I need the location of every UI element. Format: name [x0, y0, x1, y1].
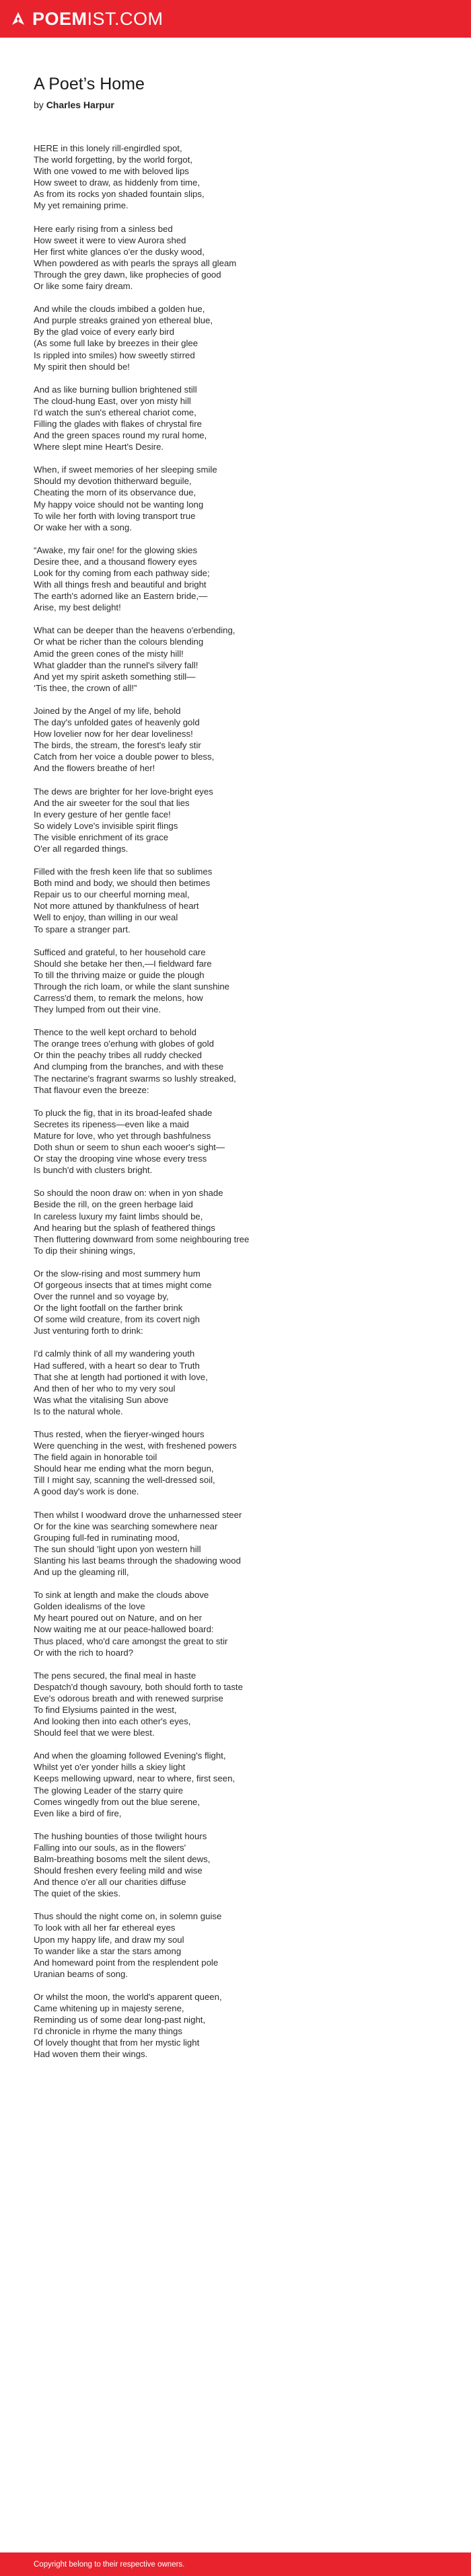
poem-line: And as like burning bullion brightened still — [34, 384, 197, 395]
poem-line: HERE in this lonely rill-engirdled spot, — [34, 143, 182, 153]
poem-line: Both mind and body, we should then betimes — [34, 878, 211, 889]
byline — [34, 99, 417, 110]
poem-line: As from its rocks yon shaded fountain slips, — [34, 189, 205, 200]
poem-line: The field again in honorable toil — [34, 1452, 157, 1463]
poem-line: Repair us to our cheerful morning meal, — [34, 889, 190, 900]
poem-line: Is bunch'd with clusters bright. — [34, 1165, 153, 1176]
poem-line: What gladder than the runnel's silvery fall! — [34, 659, 198, 670]
pen-nib-icon — [9, 10, 27, 28]
poem-line: Here early rising from a sinless bed — [34, 223, 173, 234]
poem-line: And up the gleaming rill, — [34, 1567, 129, 1578]
poem-line: Joined by the Angel of my life, behold — [34, 705, 181, 716]
poem-line: When powdered as with pearls the sprays all gleam — [34, 257, 237, 268]
poem-line: They lumped from out their vine. — [34, 1004, 161, 1015]
poem-line: And the flowers breathe of her! — [34, 763, 155, 774]
poem-line: ‘Tis thee, the crown of all!” — [34, 682, 137, 693]
poem-line: Despatch'd though savoury, both should forth to taste — [34, 1681, 243, 1692]
poem-line: Of gorgeous insects that at times might come — [34, 1279, 212, 1290]
copyright-text: Copyright belong to their respective owners. — [34, 2560, 185, 2569]
poem-line: And the air sweeter for the soul that lies — [34, 797, 190, 808]
poem-line: The visible enrichment of its grace — [34, 832, 169, 842]
poem-line: Is to the natural whole. — [34, 1406, 123, 1416]
stanza — [34, 947, 417, 1016]
poem-line: Had woven them their wings. — [34, 2049, 148, 2060]
poem-line: The dews are brighter for her love-bright eyes — [34, 786, 213, 797]
stanza — [34, 1107, 417, 1176]
poem-line: Till I might say, scanning the well-dressed soil, — [34, 1475, 215, 1486]
site-footer — [0, 2552, 471, 2576]
poem-line: Upon my happy life, and draw my soul — [34, 1934, 184, 1945]
poem-line: Thus should the night come on, in solemn guise — [34, 1911, 222, 1922]
stanza — [34, 1428, 417, 1498]
poem-line: “Awake, my fair one! for the glowing skies — [34, 545, 198, 555]
poem-line: Through the rich loam, or while the slant sunshine — [34, 981, 230, 992]
poem-line: Even like a bird of fire, — [34, 1808, 122, 1818]
poem-line: Her first white glances o'er the dusky wood, — [34, 246, 205, 257]
poem-line: Over the runnel and so voyage by, — [34, 1291, 169, 1302]
poem-line: Keeps mellowing upward, near to where, first seen, — [34, 1773, 236, 1784]
poem-line: How sweet to draw, as hiddenly from time, — [34, 177, 201, 188]
poem-line: So widely Love's invisible spirit flings — [34, 820, 178, 831]
stanza — [34, 1670, 417, 1739]
poem-line: The world forgetting, by the world forgot, — [34, 155, 193, 165]
poem-line: Just venturing forth to drink: — [34, 1326, 143, 1336]
poem-line: Falling into our souls, as in the flowers' — [34, 1842, 186, 1853]
stanza — [34, 1830, 417, 1900]
poem-line: To dip their shining wings, — [34, 1245, 136, 1256]
poem-line: Came whitening up in majesty serene, — [34, 2003, 184, 2014]
poem-line: And clumping from the branches, and with these — [34, 1061, 224, 1072]
poem-line: By the glad voice of every early bird — [34, 327, 174, 337]
poem-line: I'd watch the sun's ethereal chariot come, — [34, 407, 196, 417]
poem-line: Where slept mine Heart's Desire. — [34, 442, 164, 452]
poem-line: Or with the rich to hoard? — [34, 1647, 134, 1658]
poem-line: And purple streaks grained yon ethereal blue, — [34, 315, 213, 326]
stanza — [34, 1750, 417, 1819]
poem-line: Or for the kine was searching somewhere near — [34, 1521, 218, 1531]
stanza — [34, 384, 417, 453]
poem-line: My yet remaining prime. — [34, 200, 129, 211]
poem-line: The pens secured, the final meal in haste — [34, 1670, 196, 1681]
poem-line: To spare a stranger part. — [34, 924, 131, 934]
poem-line: And the green spaces round my rural home, — [34, 430, 207, 441]
poem-line: To sink at length and make the clouds above — [34, 1590, 209, 1601]
poem-line: The sun should ’light upon yon western hill — [34, 1543, 201, 1554]
poem-line: Is rippled into smiles) how sweetly stirred — [34, 350, 195, 360]
poem-line: Reminding us of some dear long-past night, — [34, 2015, 206, 2025]
stanza — [34, 1991, 417, 2060]
poem-line: With all things fresh and beautiful and bright — [34, 579, 207, 590]
stanza — [34, 1027, 417, 1096]
poem-line: Comes wingedly from out the blue serene, — [34, 1796, 201, 1807]
poem-line: And while the clouds imbibed a golden hue, — [34, 304, 205, 315]
poem-line: The earth's adorned like an Eastern bride,— — [34, 591, 208, 602]
poem-line: Golden idealisms of the love — [34, 1601, 145, 1612]
poem-line: And yet my spirit asketh something still— — [34, 671, 196, 682]
poem-line: And looking then into each other's eyes, — [34, 1716, 191, 1727]
poem-line: Or the light footfall on the farther brink — [34, 1303, 183, 1314]
poem-line: When, if sweet memories of her sleeping smile — [34, 465, 217, 475]
poem-line: My happy voice should not be wanting long — [34, 499, 204, 510]
stanza — [34, 143, 417, 212]
stanza — [34, 705, 417, 774]
site-header — [0, 0, 471, 38]
poem-line: Or stay the drooping vine whose every tress — [34, 1154, 207, 1164]
poem-line: That she at length had portioned it with love, — [34, 1371, 208, 1382]
poem-line: Through the grey dawn, like prophecies of good — [34, 269, 221, 280]
logo-bold: POEM — [32, 8, 87, 29]
poem-line: Arise, my best delight! — [34, 602, 121, 613]
poem-line: The day's unfolded gates of heavenly gold — [34, 717, 200, 728]
poem-line: Or what be richer than the colours blending — [34, 637, 204, 647]
poem-line: Whilst yet o'er yonder hills a skiey light — [34, 1762, 186, 1773]
poem-line: And homeward point from the resplendent pole — [34, 1957, 219, 1968]
poem-line: In careless luxury my faint limbs should be, — [34, 1211, 203, 1221]
poem-line: Now waiting me at our peace-hallowed board: — [34, 1624, 214, 1635]
poem-line: Of some wild creature, from its covert nigh — [34, 1314, 200, 1325]
poem-line: Beside the rill, on the green herbage laid — [34, 1199, 193, 1210]
poem-line: Filling the glades with flakes of chrystal fire — [34, 418, 202, 429]
stanza — [34, 1509, 417, 1578]
logo-light: IST.COM — [87, 8, 164, 29]
poem-line: Cheating the morn of its observance due, — [34, 487, 196, 498]
poem-line: Was what the vitalising Sun above — [34, 1394, 169, 1405]
poem-line: Sufficed and grateful, to her household care — [34, 947, 206, 957]
poem-line: Or thin the peachy tribes all ruddy checked — [34, 1050, 202, 1061]
poem-line: Doth shun or seem to shun each wooer's sight— — [34, 1142, 225, 1153]
poem-line: I'd calmly think of all my wandering youth — [34, 1349, 195, 1359]
poem-line: Uranian beams of song. — [34, 1968, 129, 1979]
stanza — [34, 1187, 417, 1256]
stanza — [34, 1268, 417, 1337]
poem-line: Grouping full-fed in ruminating mood, — [34, 1532, 180, 1543]
poem-line: Thus placed, who'd care amongst the great to stir — [34, 1636, 228, 1646]
poem-line: And thence o'er all our charities diffuse — [34, 1877, 186, 1888]
poem-line: (As some full lake by breezes in their glee — [34, 338, 198, 349]
poem-line: To pluck the fig, that in its broad-leafed shade — [34, 1107, 213, 1118]
poem-line: Catch from her voice a double power to bless, — [34, 752, 215, 762]
stanza — [34, 1348, 417, 1417]
poem-line: The cloud-hung East, over yon misty hill — [34, 395, 191, 406]
poem-line: My heart poured out on Nature, and on her — [34, 1613, 202, 1623]
poem-line: Mature for love, who yet through bashfulness — [34, 1130, 211, 1141]
poem-line: The birds, the stream, the forest's leafy stir — [34, 740, 201, 751]
poem-line: Should hear me ending what the morn begun, — [34, 1463, 214, 1474]
poem-line: Were quenching in the west, with freshened powers — [34, 1441, 237, 1451]
poem-line: Should freshen every feeling mild and wise — [34, 1865, 203, 1876]
poem-line: The quiet of the skies. — [34, 1888, 121, 1899]
stanza — [34, 1910, 417, 1980]
poem-line: And then of her who to my very soul — [34, 1383, 176, 1394]
poem-line: And when the gloaming followed Evening's flight, — [34, 1750, 226, 1761]
stanza — [34, 786, 417, 855]
poem-line: Amid the green cones of the misty hill! — [34, 648, 184, 659]
by-label: by — [34, 99, 44, 110]
stanza — [34, 464, 417, 533]
stanza — [34, 1589, 417, 1658]
poem-line: O'er all regarded things. — [34, 843, 129, 854]
site-logo-text — [32, 9, 164, 30]
poem-line: Well to enjoy, than willing in our weal — [34, 912, 178, 923]
poem-title: A Poet’s Home — [34, 75, 145, 93]
poem-line: To wander like a star the stars among — [34, 1945, 182, 1956]
stanza — [34, 545, 417, 614]
poem-line: To till the thriving maize or guide the plough — [34, 969, 205, 980]
poem-line: The hushing bounties of those twilight hours — [34, 1830, 207, 1841]
poem-line: Filled with the fresh keen life that so sublimes — [34, 867, 213, 877]
poem-line: Slanting his last beams through the shadowing wood — [34, 1555, 241, 1566]
poem-line: With one vowed to me with beloved lips — [34, 166, 189, 177]
poem-line: What can be deeper than the heavens o'erbending, — [34, 625, 236, 636]
poem-body — [34, 143, 417, 2060]
poem-line: How lovelier now for her dear loveliness! — [34, 729, 193, 739]
stanza — [34, 223, 417, 292]
poem-line: The glowing Leader of the starry quire — [34, 1785, 184, 1796]
stanza — [34, 866, 417, 935]
poem-line: Thus rested, when the fieryer-winged hours — [34, 1429, 205, 1439]
poem-line: Should she betake her then,—I fieldward fare — [34, 958, 212, 969]
poem-line: Secretes its ripeness—even like a maid — [34, 1119, 189, 1129]
poem-line: And hearing but the splash of feathered things — [34, 1222, 215, 1233]
poem-line: In every gesture of her gentle face! — [34, 809, 171, 819]
poem-line: Should my devotion thitherward beguile, — [34, 476, 192, 487]
poem-line: Not more attuned by thankfulness of heart — [34, 901, 199, 912]
poem-line: The nectarine's fragrant swarms so lushly streaked, — [34, 1073, 236, 1084]
poem-line: My spirit then should be! — [34, 361, 130, 372]
poem-line: How sweet it were to view Aurora shed — [34, 235, 186, 245]
poem-line: Or wake her with a song. — [34, 522, 132, 532]
poem-line: A good day's work is done. — [34, 1486, 139, 1497]
poem-line: The orange trees o'erhung with globes of gold — [34, 1039, 214, 1049]
poem-line: To find Elysiums painted in the west, — [34, 1704, 177, 1715]
poem-line: Thence to the well kept orchard to behold — [34, 1027, 196, 1038]
poem-line: Desire thee, and a thousand flowery eyes — [34, 556, 197, 567]
poem-line: Balm-breathing bosoms melt the silent dews, — [34, 1854, 211, 1864]
poem-line: Then whilst I woodward drove the unharnessed steer — [34, 1509, 242, 1520]
poem-line: To wile her forth with loving transport true — [34, 510, 196, 521]
poem-line: That flavour even the breeze: — [34, 1084, 149, 1095]
poem-content — [0, 38, 417, 2060]
stanza — [34, 625, 417, 694]
poem-line: I'd chronicle in rhyme the many things — [34, 2026, 182, 2037]
site-logo-link[interactable] — [9, 9, 164, 30]
author-link[interactable]: Charles Harpur — [46, 99, 114, 110]
poem-line: Had suffered, with a heart so dear to Truth — [34, 1360, 200, 1371]
poem-line: Then fluttering downward from some neighbouring tree — [34, 1234, 250, 1244]
poem-line: Look for thy coming from each pathway side; — [34, 568, 210, 578]
poem-line: Eve's odorous breath and with renewed surprise — [34, 1693, 223, 1703]
poem-line: To look with all her far ethereal eyes — [34, 1923, 176, 1933]
poem-line: So should the noon draw on: when in yon shade — [34, 1188, 223, 1199]
poem-line: Should feel that we were blest. — [34, 1728, 155, 1738]
poem-line: Carress'd them, to remark the melons, how — [34, 993, 203, 1003]
poem-line: Of lovely thought that from her mystic light — [34, 2038, 200, 2048]
poem-line: Or like some fairy dream. — [34, 281, 133, 292]
poem-line: Or the slow-rising and most summery hum — [34, 1268, 201, 1279]
stanza — [34, 303, 417, 372]
poem-line: Or whilst the moon, the world's apparent queen, — [34, 1991, 222, 2002]
